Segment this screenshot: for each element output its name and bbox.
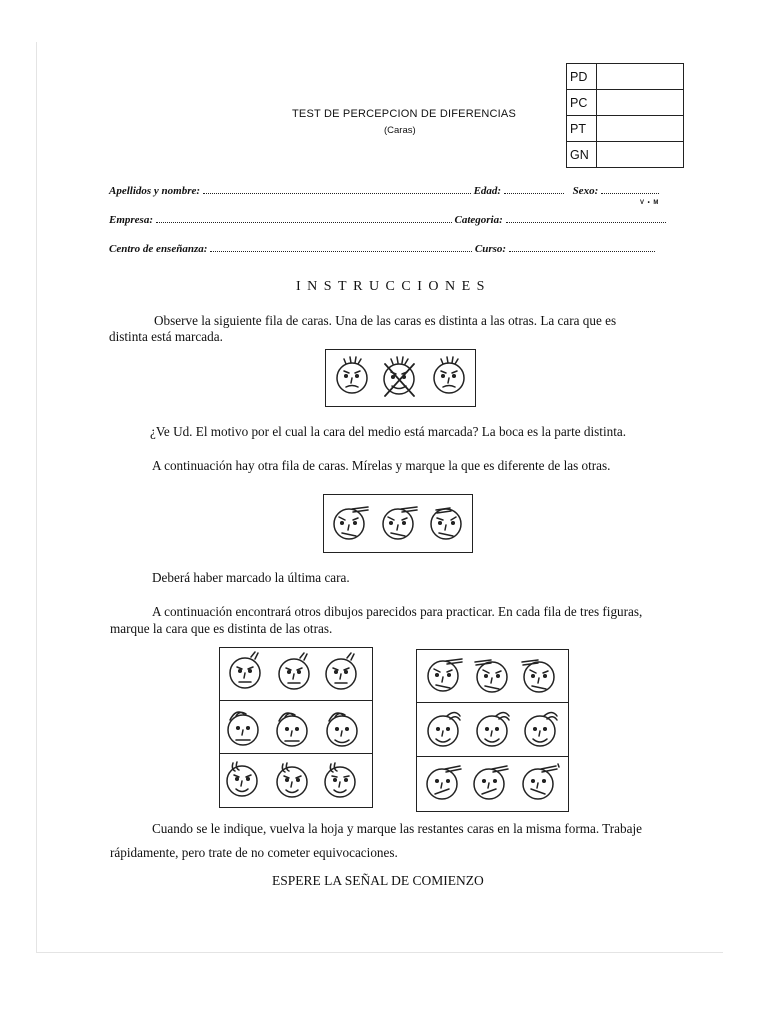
paragraph-4: Deberá haber marcado la última cara. bbox=[152, 570, 350, 585]
face-icon bbox=[334, 507, 368, 539]
score-label: PC bbox=[567, 90, 597, 116]
face-icon bbox=[383, 507, 417, 539]
face-icon bbox=[434, 357, 464, 393]
test-subtitle: (Caras) bbox=[384, 125, 416, 136]
face-icon bbox=[277, 763, 307, 797]
sex-label: Sexo: bbox=[572, 185, 599, 197]
face-icon bbox=[327, 713, 357, 746]
sex-options: V • M bbox=[640, 200, 660, 206]
face-icon bbox=[230, 652, 260, 688]
paragraph-5-line-1: A continuación encontrará otros dibujos parecidos para practicar. En cada fila de tres figuras, bbox=[152, 604, 643, 619]
score-label: GN bbox=[567, 142, 597, 168]
face-icon bbox=[326, 653, 356, 689]
face-icon bbox=[523, 764, 559, 799]
face-icon bbox=[431, 508, 461, 539]
course-label: Curso: bbox=[474, 243, 507, 255]
paragraph-3: A continuación hay otra fila de caras. Mírelas y marque la que es diferente de las otras. bbox=[152, 458, 611, 473]
wait-signal-text: ESPERE LA SEÑAL DE COMIENZO bbox=[272, 873, 484, 888]
face-icon bbox=[477, 713, 509, 747]
face-icon bbox=[525, 713, 557, 747]
face-icon bbox=[325, 763, 355, 797]
company-label: Empresa: bbox=[109, 214, 153, 226]
score-label: PT bbox=[567, 116, 597, 142]
face-icon-marked bbox=[384, 357, 414, 396]
face-icon bbox=[474, 766, 508, 799]
face-icon bbox=[279, 653, 309, 689]
face-icon bbox=[522, 660, 554, 692]
score-label: PD bbox=[567, 64, 597, 90]
paragraph-6-line-1: Cuando se le indique, vuelva la hoja y marque las restantes caras en la misma forma. Trabaje bbox=[152, 821, 642, 836]
face-icon bbox=[337, 357, 367, 393]
face-icon bbox=[428, 713, 460, 747]
instructions-heading: INSTRUCCIONES bbox=[296, 279, 491, 294]
school-label: Centro de enseñanza: bbox=[109, 243, 208, 255]
paragraph-1-line-2: distinta está marcada. bbox=[109, 329, 223, 344]
paragraph-2: ¿Ve Ud. El motivo por el cual la cara del medio está marcada? La boca es la parte distinta. bbox=[150, 424, 627, 439]
name-label: Apellidos y nombre: bbox=[109, 185, 201, 197]
face-icon bbox=[475, 660, 507, 692]
paragraph-1-line-1: Observe la siguiente fila de caras. Una de las caras es distinta a las otras. La cara que es bbox=[154, 313, 617, 328]
face-icon bbox=[428, 659, 462, 691]
face-icon bbox=[277, 713, 307, 746]
category-label: Categoria: bbox=[454, 214, 503, 226]
face-icon bbox=[228, 712, 258, 745]
paragraph-5-line-2: marque la cara que es distinta de las otras. bbox=[110, 621, 333, 636]
face-icon bbox=[227, 762, 257, 796]
age-label: Edad: bbox=[473, 185, 502, 197]
face-icon bbox=[427, 766, 461, 799]
paragraph-6-line-2: rápidamente, pero trate de no cometer equivocaciones. bbox=[110, 845, 398, 860]
test-title: TEST DE PERCEPCION DE DIFERENCIAS bbox=[292, 108, 516, 120]
